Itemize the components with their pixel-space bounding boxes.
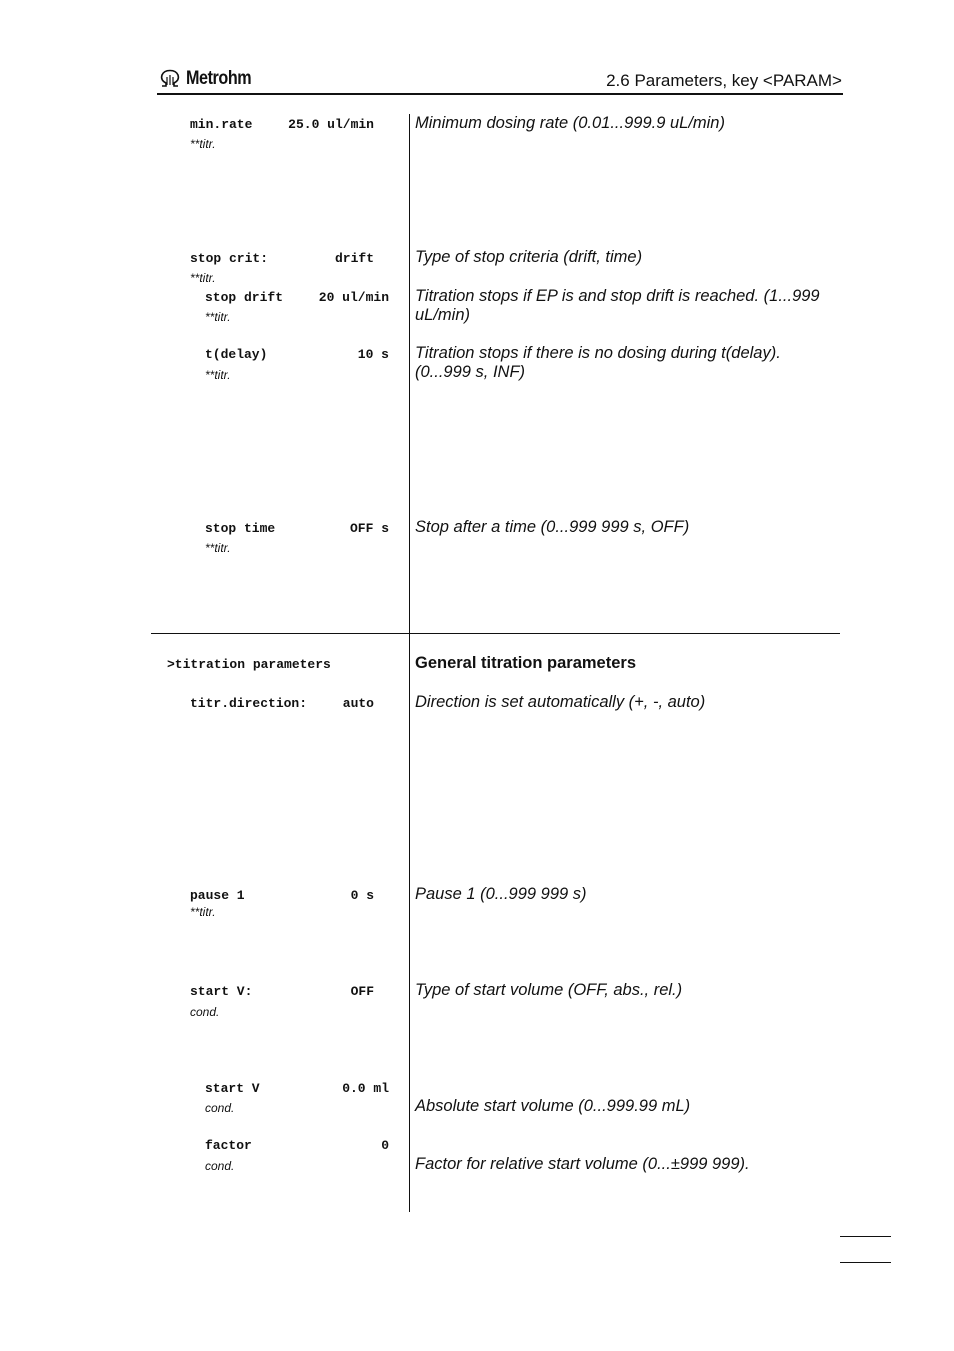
param-value-stop-drift: 20 ul/min (318, 290, 389, 305)
param-desc-factor: Factor for relative start volume (0...±999 999). (415, 1155, 750, 1173)
param-name-min-rate: min.rate (190, 117, 253, 132)
param-desc-t-delay: Titration stops if there is no dosing during t(delay). (0...999 s, INF) (415, 344, 781, 381)
param-sub-pause-1: **titr. (190, 905, 216, 919)
param-name-factor: factor (205, 1138, 252, 1153)
param-desc-stop-time: Stop after a time (0...999 999 s, OFF) (415, 518, 690, 536)
param-sub-t-delay: **titr. (205, 368, 231, 382)
param-desc-start-v: Absolute start volume (0...999.99 mL) (415, 1097, 691, 1115)
param-name-pause-1: pause 1 (190, 888, 245, 903)
param-sub-start-v: cond. (205, 1101, 235, 1115)
section-divider (151, 633, 840, 634)
param-sub-stop-time: **titr. (205, 541, 231, 555)
param-value-titr-direction: auto (342, 696, 374, 711)
param-value-min-rate: 25.0 ul/min (288, 117, 374, 132)
param-value-t-delay: 10 s (357, 347, 389, 362)
param-value-stop-crit: drift (334, 251, 374, 266)
param-desc-titr-direction: Direction is set automatically (+, -, auto) (415, 693, 706, 711)
param-value-start-v-type: OFF (350, 984, 374, 999)
metrohm-logo (158, 68, 263, 90)
param-name-t-delay: t(delay) (205, 347, 268, 362)
section-heading: General titration parameters (415, 654, 636, 672)
param-name-titr-direction: titr.direction: (190, 696, 308, 711)
param-name-stop-time: stop time (205, 521, 276, 536)
param-desc-min-rate: Minimum dosing rate (0.01...999.9 uL/min) (415, 114, 725, 132)
param-desc-stop-drift: Titration stops if EP is and stop drift is reached. (1...999 uL/min) (415, 287, 820, 324)
param-value-pause-1: 0 s (350, 888, 374, 903)
param-sub-start-v-type: cond. (190, 1005, 220, 1019)
param-value-stop-time: OFF s (349, 521, 389, 536)
param-name-stop-crit: stop crit: (190, 251, 269, 266)
header-rule (157, 93, 843, 95)
param-value-factor: 0 (381, 1138, 389, 1153)
param-desc-start-v-type: Type of start volume (OFF, abs., rel.) (415, 981, 683, 999)
footer-rule-bottom (840, 1262, 891, 1263)
param-value-start-v: 0.0 ml (342, 1081, 389, 1096)
logo-text: Metrohm (186, 68, 252, 89)
param-sub-stop-crit: **titr. (190, 271, 216, 285)
param-desc-stop-crit: Type of stop criteria (drift, time) (415, 248, 643, 266)
column-divider-top (409, 114, 410, 633)
param-name-stop-drift: stop drift (205, 290, 284, 305)
param-name-start-v: start V (205, 1081, 260, 1096)
column-divider-bottom (409, 634, 410, 1212)
section-name-titration-parameters: >titration parameters (167, 657, 331, 672)
param-sub-stop-drift: **titr. (205, 310, 231, 324)
param-sub-min-rate: **titr. (190, 137, 216, 151)
param-sub-factor: cond. (205, 1159, 235, 1173)
page-header-title: 2.6 Parameters, key <PARAM> (606, 71, 842, 90)
footer-rule-top (840, 1236, 891, 1237)
param-name-start-v-type: start V: (190, 984, 253, 999)
param-desc-pause-1: Pause 1 (0...999 999 s) (415, 885, 587, 903)
omega-icon (158, 69, 182, 89)
